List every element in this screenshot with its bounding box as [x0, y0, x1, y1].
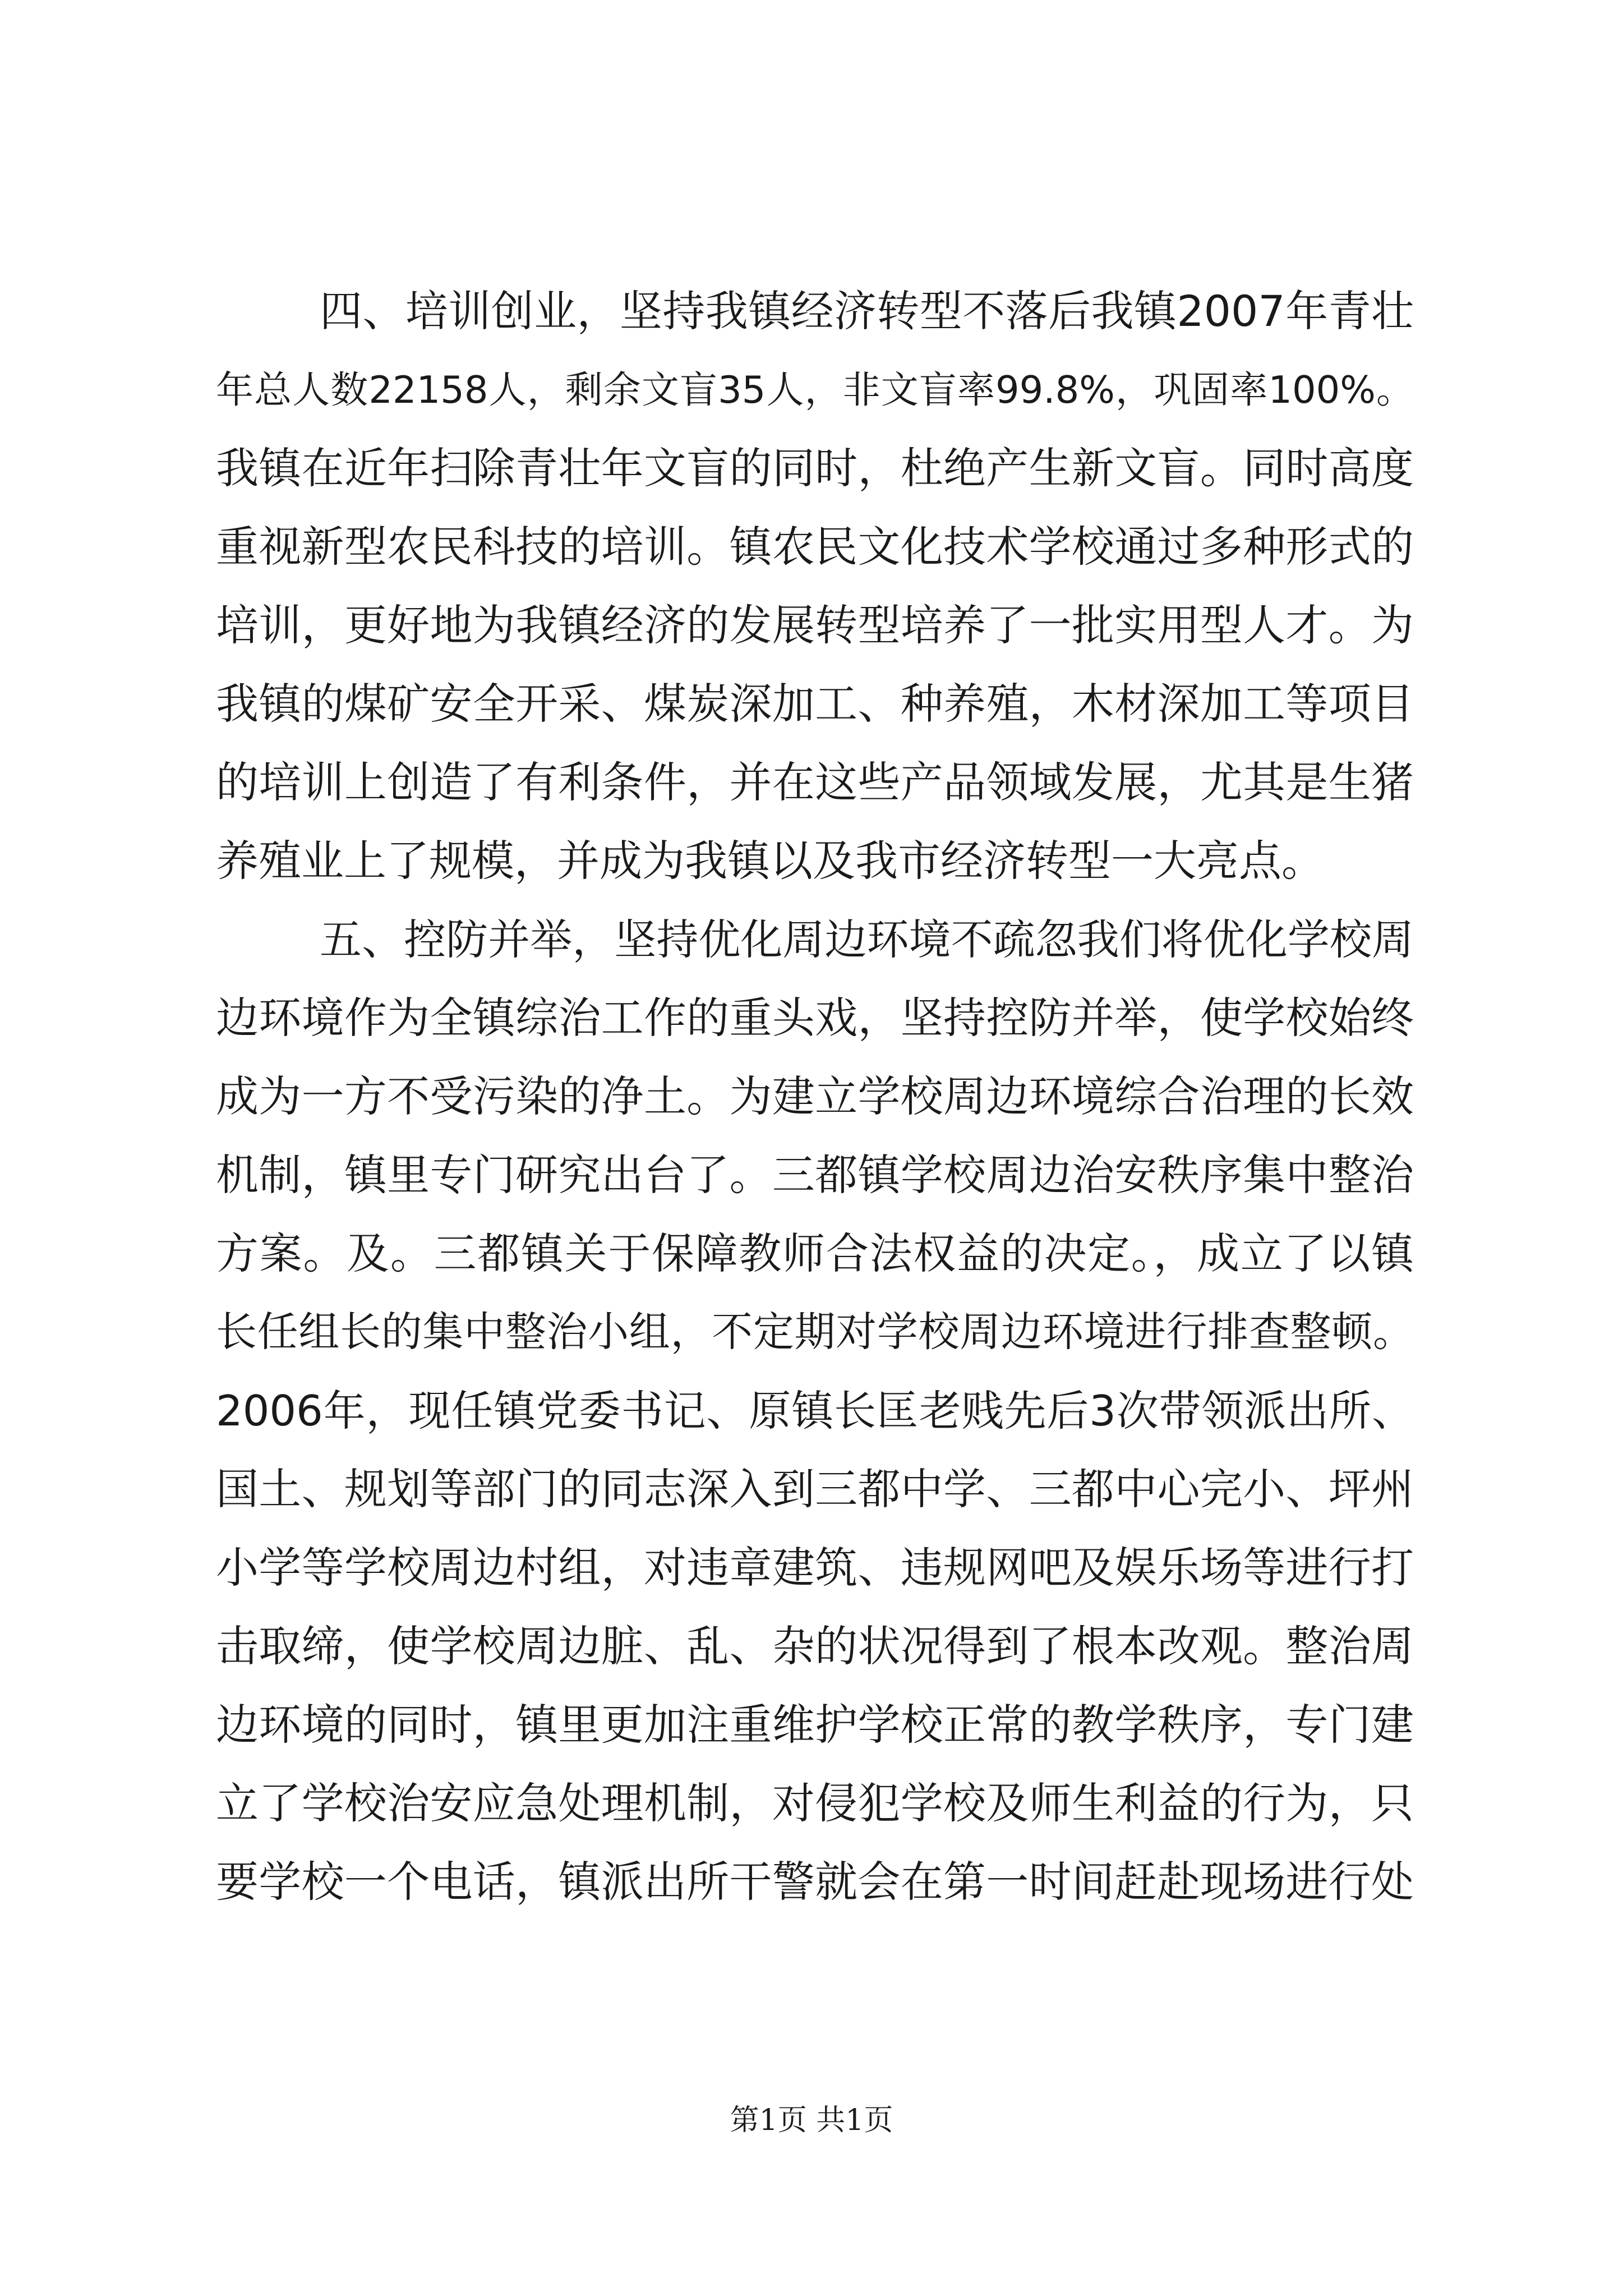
paragraph-line: 2006年，现任镇党委书记、原镇长匡老贱先后3次带领派出所、: [216, 1386, 1414, 1435]
paragraph-line: 长任组长的集中整治小组，不定期对学校周边环境进行排查整顿。: [216, 1308, 1414, 1356]
paragraph-line: 年总人数22158人，剩余文盲35人，非文盲率99.8%，巩固率100%。: [216, 368, 1414, 412]
paragraph-line: 五、控防并举，坚持优化周边环境不疏忽我们将优化学校周: [320, 915, 1414, 964]
paragraph-line: 培训，更好地为我镇经济的发展转型培养了一批实用型人才。为: [216, 600, 1414, 650]
paragraph-line: 要学校一个电话，镇派出所干警就会在第一时间赶赴现场进行处: [216, 1857, 1414, 1907]
paragraph-line: 立了学校治安应急处理机制，对侵犯学校及师生利益的行为，只: [216, 1778, 1414, 1828]
paragraph-line: 我镇在近年扫除青壮年文盲的同时，杜绝产生新文盲。同时高度: [216, 443, 1414, 493]
page-number-footer: 第1页 共1页: [730, 2104, 893, 2137]
paragraph-line: 养殖业上了规模，并成为我镇以及我市经济转型一大亮点。: [216, 836, 1324, 886]
paragraph-line: 重视新型农民科技的培训。镇农民文化技术学校通过多种形式的: [216, 522, 1414, 572]
paragraph-line: 国土、规划等部门的同志深入到三都中学、三都中心完小、坪州: [216, 1464, 1414, 1514]
paragraph-line: 机制，镇里专门研究出台了。三都镇学校周边治安秩序集中整治: [216, 1150, 1414, 1200]
paragraph-line: 我镇的煤矿安全开采、煤炭深加工、种养殖，木材深加工等项目: [216, 679, 1414, 729]
paragraph-line: 边环境的同时，镇里更加注重维护学校正常的教学秩序，专门建: [216, 1700, 1414, 1750]
paragraph-line: 的培训上创造了有利条件，并在这些产品领域发展，尤其是生猪: [216, 757, 1414, 807]
paragraph-line: 小学等学校周边村组，对违章建筑、违规网吧及娱乐场等进行打: [216, 1543, 1414, 1593]
paragraph-line: 击取缔，使学校周边脏、乱、杂的状况得到了根本改观。整治周: [216, 1621, 1414, 1671]
paragraph-line: 成为一方不受污染的净土。为建立学校周边环境综合治理的长效: [216, 1071, 1414, 1121]
paragraph-line: 方案。及。三都镇关于保障教师合法权益的决定。，成立了以镇: [216, 1228, 1414, 1278]
paragraph-line: 四、培训创业，坚持我镇经济转型不落后我镇2007年青壮: [320, 286, 1414, 336]
paragraph-line: 边环境作为全镇综治工作的重头戏，坚持控防并举，使学校始终: [216, 993, 1414, 1043]
